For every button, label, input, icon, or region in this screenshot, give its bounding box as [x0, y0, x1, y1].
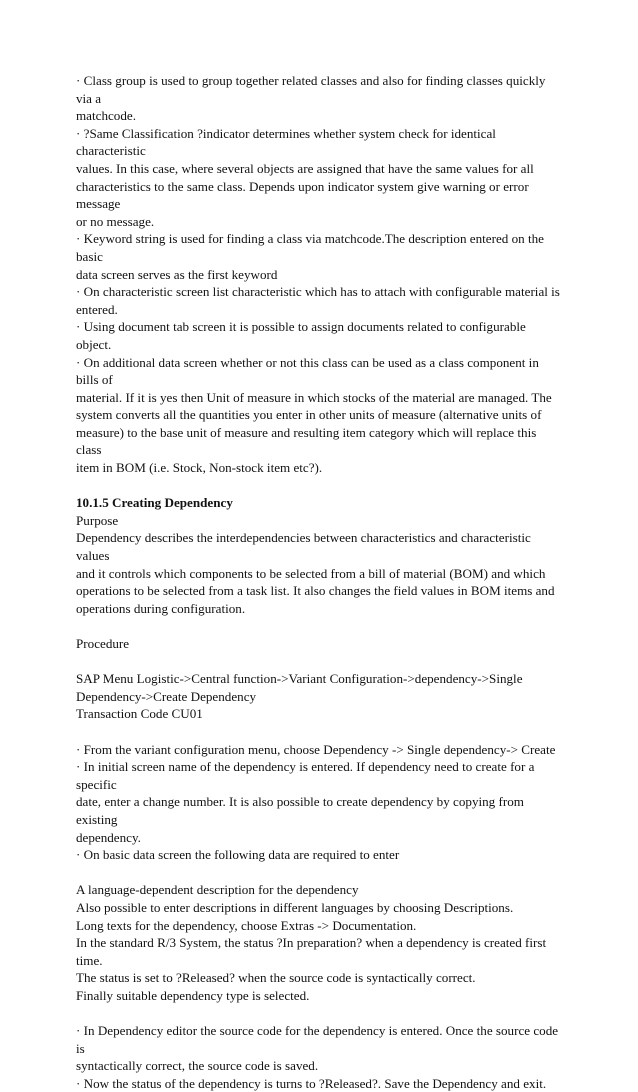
text-line: · On characteristic screen list characteristic which has to attach with configurable material is	[76, 284, 560, 300]
text-line: The status is set to ?Released? when the source code is syntactically correct.	[76, 970, 476, 986]
paragraph	[76, 758, 564, 846]
paragraph	[76, 354, 564, 477]
text-line: operations during configuration.	[76, 600, 246, 616]
text-line: Dependency->Create Dependency	[76, 688, 257, 704]
text-line: system converts all the quantities you enter in other units of measure (alternative units of	[76, 407, 542, 423]
text-line: operations to be selected from a task list. It also changes the field values in BOM items and	[76, 583, 555, 599]
text-line: data screen serves as the first keyword	[76, 266, 278, 282]
paragraph	[76, 318, 564, 353]
blank-line	[76, 864, 564, 882]
text-line: matchcode.	[76, 108, 136, 124]
blank-line	[76, 1004, 564, 1022]
text-line: · In Dependency editor the source code for the dependency is entered. Once the source code is	[76, 1023, 562, 1056]
text-line: Dependency describes the interdependencies between characteristics and characteristic values	[76, 530, 535, 564]
text-line: SAP Menu Logistic->Central function->Variant Configuration->dependency->Single	[76, 671, 523, 687]
paragraph	[76, 512, 564, 530]
text-line: · In initial screen name of the dependency is entered. If dependency need to create for a specific	[76, 759, 538, 792]
text-line: material. If it is yes then Unit of measure in which stocks of the material are managed. The	[76, 389, 552, 405]
text-line: · Keyword string is used for finding a class via matchcode.The description entered on the basic	[76, 231, 548, 264]
blank-line	[76, 653, 564, 671]
text-line: date, enter a change number. It is also possible to create dependency by copying from existing	[76, 794, 528, 827]
paragraph	[76, 670, 564, 723]
paragraph	[76, 230, 564, 283]
text-line: Also possible to enter descriptions in different languages by choosing Descriptions.	[76, 899, 514, 915]
text-line: · Using document tab screen it is possible to assign documents related to configurable object.	[76, 319, 530, 352]
text-line: In the standard R/3 System, the status ?In preparation? when a dependency is created first time.	[76, 935, 550, 968]
text-line: A language-dependent description for the dependency	[76, 882, 359, 898]
paragraph	[76, 741, 564, 759]
paragraph	[76, 881, 564, 1004]
text-line: Finally suitable dependency type is selected.	[76, 987, 310, 1003]
paragraph	[76, 125, 564, 231]
paragraph	[76, 635, 564, 653]
text-line: Procedure	[76, 636, 130, 651]
text-line: · On additional data screen whether or not this class can be used as a class component in bills of	[76, 354, 543, 388]
text-line: · Class group is used to group together related classes and also for finding classes quickly via a	[76, 73, 549, 106]
text-line: · Now the status of the dependency is turns to ?Released?. Save the Dependency and exit.	[76, 1075, 547, 1091]
text-line: Long texts for the dependency, choose Extras -> Documentation.	[76, 917, 417, 933]
paragraph	[76, 529, 564, 617]
text-line: syntactically correct, the source code is saved.	[76, 1058, 319, 1074]
text-line: values. In this case, where several objects are assigned that have the same values for all	[76, 160, 534, 176]
section-heading	[76, 494, 564, 512]
text-line: measure) to the base unit of measure and resulting item category which will replace this class	[76, 424, 540, 458]
text-line: entered.	[76, 301, 118, 317]
paragraph	[76, 1075, 564, 1092]
blank-line	[76, 617, 564, 635]
document-page	[76, 72, 564, 1092]
text-line: Transaction Code CU01	[76, 706, 203, 722]
blank-line	[76, 723, 564, 741]
text-line: characteristics to the same class. Depends upon indicator system give warning or error message	[76, 178, 532, 212]
text-line: dependency.	[76, 829, 141, 845]
paragraph	[76, 846, 564, 864]
text-line: 10.1.5 Creating Dependency	[76, 495, 233, 511]
text-line: · From the variant configuration menu, choose Dependency -> Single dependency-> Create	[76, 741, 556, 757]
blank-line	[76, 477, 564, 495]
text-line: and it controls which components to be selected from a bill of material (BOM) and which	[76, 565, 546, 581]
text-line: · On basic data screen the following data are required to enter	[76, 847, 400, 863]
text-line: Purpose	[76, 512, 119, 528]
paragraph	[76, 283, 564, 318]
text-line: item in BOM (i.e. Stock, Non-stock item etc?).	[76, 460, 323, 476]
text-line: or no message.	[76, 213, 155, 229]
text-line: · ?Same Classification ?indicator determines whether system check for identical characteristic	[76, 125, 500, 159]
paragraph	[76, 1022, 564, 1075]
paragraph	[76, 72, 564, 125]
